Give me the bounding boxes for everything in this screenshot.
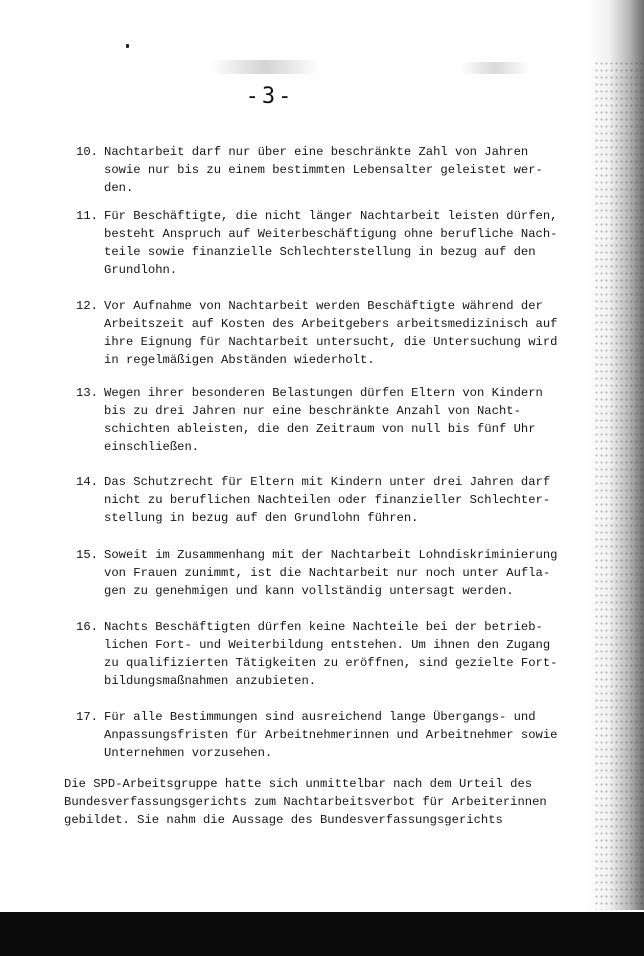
item-text — [104, 708, 558, 762]
scan-smudge — [210, 60, 320, 74]
text-line: Nachts Beschäftigten dürfen keine Nachteile bei der betrieb- — [104, 620, 543, 634]
item-text — [104, 473, 549, 527]
scan-noise — [594, 60, 644, 910]
text-line: Vor Aufnahme von Nachtarbeit werden Beschäftigte während der — [104, 299, 543, 313]
text-line: Anpassungsfristen für Arbeitnehmerinnen und Arbeitnehmer sowie — [104, 728, 558, 742]
item-text — [104, 297, 558, 369]
text-line: Das Schutzrecht für Eltern mit Kindern unter drei Jahren darf — [104, 475, 551, 489]
text-line: bis zu drei Jahren nur eine beschränkte Anzahl von Nacht- — [104, 404, 521, 418]
text-line: lichen Fort- und Weiterbildung entstehen. Um ihnen den Zugang — [104, 638, 551, 652]
item-text — [104, 618, 558, 690]
ink-mark — [126, 44, 129, 48]
text-line: besteht Anspruch auf Weiterbeschäftigung ohne berufliche Nach- — [104, 227, 558, 241]
scan-smudge — [460, 62, 530, 74]
text-line: Bundesverfassungsgerichts zum Nachtarbeitsverbot für Arbeiterinnen — [64, 795, 547, 809]
text-line: Nachtarbeit darf nur über eine beschränkte Zahl von Jahren — [104, 145, 529, 159]
item-number: 11. — [76, 209, 98, 223]
text-line: Für alle Bestimmungen sind ausreichend lange Übergangs- und — [104, 710, 536, 724]
text-line: den. — [104, 181, 134, 195]
text-line: in regelmäßigen Abständen wiederholt. — [104, 353, 375, 367]
item-text — [104, 207, 558, 279]
text-line: stellung in bezug auf den Grundlohn führen. — [104, 511, 419, 525]
text-line: zu qualifizierten Tätigkeiten zu eröffnen, sind gezielte Fort- — [104, 656, 558, 670]
text-line: gebildet. Sie nahm die Aussage des Bundesverfassungsgerichts — [64, 813, 503, 827]
item-number: 16. — [76, 620, 98, 634]
text-line: ihre Eignung für Nachtarbeit untersucht, die Untersuchung wird — [104, 335, 558, 349]
item-number: 15. — [76, 548, 98, 562]
text-line: Für Beschäftigte, die nicht länger Nachtarbeit leisten dürfen, — [104, 209, 558, 223]
text-line: sowie nur bis zu einem bestimmten Lebensalter geleistet wer- — [104, 163, 543, 177]
item-text — [104, 143, 549, 197]
text-line: Soweit im Zusammenhang mit der Nachtarbeit Lohndiskriminierung — [104, 548, 558, 562]
item-number: 17. — [76, 710, 98, 724]
text-line: Unternehmen vorzusehen. — [104, 746, 273, 760]
item-number: 12. — [76, 299, 98, 313]
item-number: 10. — [76, 145, 98, 159]
scan-bottom-border — [0, 912, 644, 956]
closing-paragraph — [64, 775, 554, 829]
text-line: von Frauen zunimmt, ist die Nachtarbeit nur noch unter Aufla- — [104, 566, 551, 580]
text-line: schichten ableisten, die den Zeitraum von null bis fünf Uhr — [104, 422, 536, 436]
text-line: Arbeitszeit auf Kosten des Arbeitgebers arbeitsmedizinisch auf — [104, 317, 558, 331]
text-line: Grundlohn. — [104, 263, 178, 277]
item-text — [104, 384, 549, 456]
text-line: bildungsmaßnahmen anzubieten. — [104, 674, 317, 688]
text-line: Die SPD-Arbeitsgruppe hatte sich unmittelbar nach dem Urteil des — [64, 777, 533, 791]
text-line: nicht zu beruflichen Nachteilen oder finanzieller Schlechter- — [104, 493, 551, 507]
text-line: einschließen. — [104, 440, 200, 454]
text-line: teile sowie finanzielle Schlechterstellung in bezug auf den — [104, 245, 536, 259]
text-line: Wegen ihrer besonderen Belastungen dürfen Eltern von Kindern — [104, 386, 543, 400]
text-line: gen zu genehmigen und kann vollständig untersagt werden. — [104, 584, 514, 598]
item-number: 14. — [76, 475, 98, 489]
item-text — [104, 546, 558, 600]
item-number: 13. — [76, 386, 98, 400]
page-number: -3- — [245, 84, 295, 109]
